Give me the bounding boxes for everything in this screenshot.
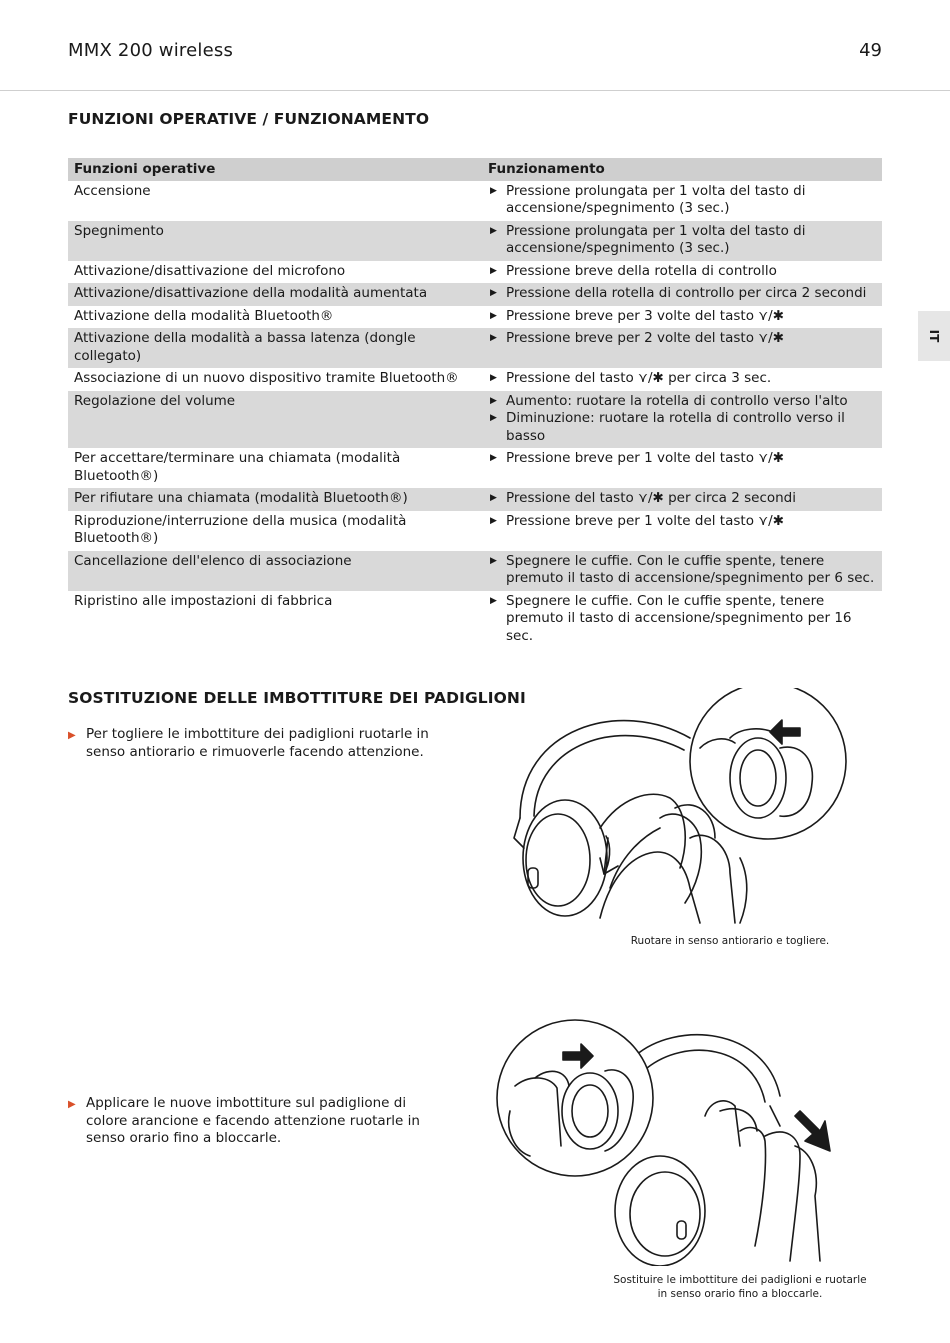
function-cell: Attivazione/disattivazione della modalità aumentata — [68, 283, 482, 306]
table-header-cell: Funzionamento — [482, 158, 882, 181]
operation-step: ▶ Spegnere le cuffie. Con le cuffie spente, tenere premuto il tasto di accensione/spegnimento per 16 sec. — [488, 593, 876, 646]
remove-pads-illustration — [500, 688, 850, 928]
function-cell: Attivazione della modalità a bassa latenza (dongle collegato) — [68, 328, 482, 368]
table-row — [68, 181, 882, 221]
operation-step: ▶ Pressione prolungata per 1 volta del tasto di accensione/spegnimento (3 sec.) — [488, 223, 876, 258]
function-cell: Associazione di un nuovo dispositivo tramite Bluetooth® — [74, 370, 459, 386]
language-tab — [918, 311, 950, 361]
table-row — [68, 368, 882, 391]
operation-step: ▶ Spegnere le cuffie. Con le cuffie spente, tenere premuto il tasto di accensione/spegnimento per 6 sec. — [488, 553, 876, 588]
functions-table-body — [68, 181, 882, 649]
table-row — [68, 591, 882, 649]
table-row — [68, 261, 882, 284]
operation-cell — [482, 391, 882, 449]
bullet-triangle-icon: ▶ — [68, 730, 76, 741]
operation-cell — [482, 261, 882, 284]
operation-step: ▶ Pressione breve per 1 volte del tasto ⋎/✱ — [488, 450, 876, 468]
operation-cell — [482, 368, 882, 391]
table-header-cell: Funzioni operative — [68, 158, 482, 181]
table-row — [68, 283, 882, 306]
step-attach-pads — [68, 1095, 428, 1148]
operation-cell — [482, 306, 882, 329]
function-cell: Riproduzione/interruzione della musica (modalità Bluetooth®) — [74, 512, 407, 546]
table-row — [68, 306, 882, 329]
operation-cell — [482, 221, 882, 261]
caption-attach-pads: Sostituire le imbottiture dei padiglioni e ruotarle in senso orario fino a bloccarle. — [613, 1274, 867, 1300]
page-number: 49 — [859, 40, 882, 61]
table-row — [68, 488, 882, 511]
table-row — [68, 391, 882, 449]
caption-remove-pads: Ruotare in senso antiorario e togliere. — [630, 935, 830, 947]
bullet-triangle-icon: ▶ — [68, 1099, 76, 1110]
document-title: MMX 200 wireless — [68, 40, 234, 61]
table-row — [68, 511, 882, 551]
step-remove-pads-text: Per togliere le imbottiture dei padiglioni ruotarle in senso antiorario e rimuoverle facendo attenzione. — [86, 726, 429, 760]
operation-step: ▶ Aumento: ruotare la rotella di controllo verso l'alto — [488, 393, 876, 411]
section-title-ear-pads: SOSTITUZIONE DELLE IMBOTTITURE DEI PADIGLIONI — [68, 689, 526, 707]
operation-step: ▶ Pressione breve per 3 volte del tasto ⋎/✱ — [488, 308, 876, 326]
step-remove-pads — [68, 726, 468, 761]
function-cell: Cancellazione dell'elenco di associazione — [68, 551, 482, 591]
functions-table — [68, 158, 882, 648]
table-header-row — [68, 158, 882, 181]
operation-cell — [482, 328, 882, 368]
operation-cell — [482, 488, 882, 511]
operation-step: ▶ Pressione breve della rotella di controllo — [488, 263, 876, 281]
table-row — [68, 448, 882, 488]
function-cell: Spegnimento — [68, 221, 482, 261]
attach-pads-illustration — [495, 1016, 850, 1266]
function-cell: Ripristino alle impostazioni di fabbrica — [74, 592, 333, 609]
function-cell: Attivazione/disattivazione del microfono — [74, 262, 346, 279]
function-cell: Regolazione del volume — [68, 391, 482, 449]
function-cell: Attivazione della modalità Bluetooth® — [74, 307, 334, 324]
operation-cell — [482, 511, 882, 551]
operation-cell — [482, 283, 882, 306]
header-divider — [0, 90, 950, 91]
operation-cell — [482, 181, 882, 221]
operation-step: ▶ Pressione prolungata per 1 volta del tasto di accensione/spegnimento (3 sec.) — [488, 183, 876, 218]
operation-cell — [482, 551, 882, 591]
table-row — [68, 551, 882, 591]
operation-step: ▶ Pressione breve per 1 volte del tasto ⋎/✱ — [488, 513, 876, 531]
operation-step: ▶ Pressione del tasto ⋎/✱ per circa 2 secondi — [488, 490, 876, 508]
step-attach-pads-text: Applicare le nuove imbottiture sul padiglione di colore arancione e facendo attenzione ruotarle in senso orario fino a bloccarle. — [86, 1095, 420, 1146]
operation-step: ▶ Diminuzione: ruotare la rotella di controllo verso il basso — [488, 410, 876, 445]
function-cell: Accensione — [74, 182, 151, 199]
section-title-functions: FUNZIONI OPERATIVE / FUNZIONAMENTO — [68, 110, 430, 128]
operation-cell — [482, 591, 882, 649]
operation-step: ▶ Pressione della rotella di controllo per circa 2 secondi — [488, 285, 876, 303]
operation-cell — [482, 448, 882, 488]
table-row — [68, 221, 882, 261]
function-cell: Per accettare/terminare una chiamata (modalità Bluetooth®) — [74, 450, 401, 484]
operation-step: ▶ Pressione breve per 2 volte del tasto ⋎/✱ — [488, 330, 876, 348]
operation-step: ▶ Pressione del tasto ⋎/✱ per circa 3 sec. — [488, 370, 876, 388]
table-row — [68, 328, 882, 368]
function-cell: Per rifiutare una chiamata (modalità Bluetooth®) — [68, 488, 482, 511]
language-tab-label: IT — [927, 329, 941, 343]
